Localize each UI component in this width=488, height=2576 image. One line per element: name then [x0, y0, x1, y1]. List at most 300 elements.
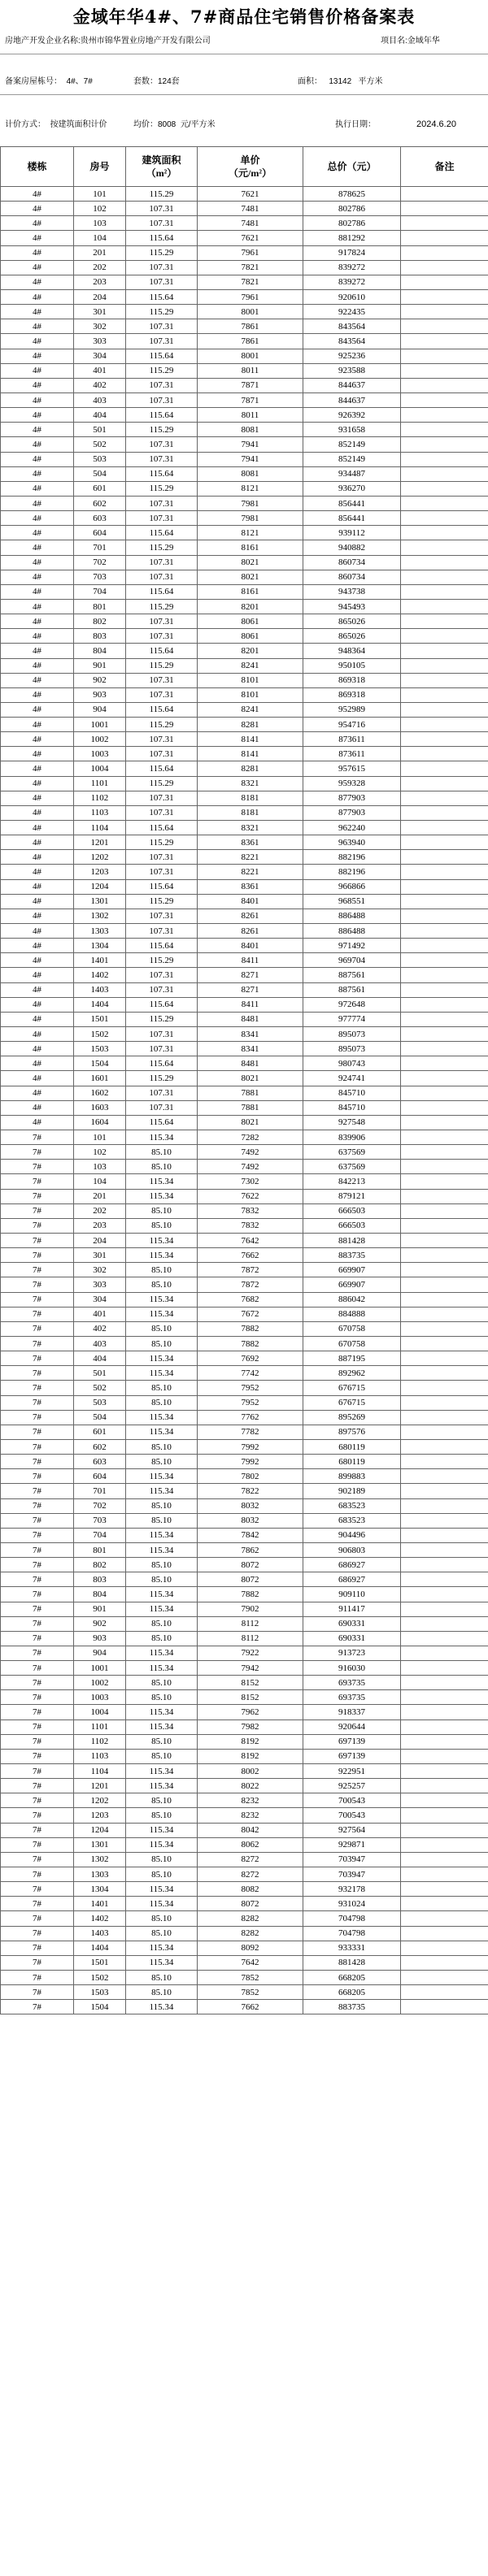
cell-building: 4#	[1, 452, 74, 466]
cell-price: 8241	[198, 658, 303, 673]
table-row	[1, 1425, 488, 1439]
cell-room: 1401	[74, 1897, 126, 1911]
cell-building: 4#	[1, 599, 74, 614]
cell-price: 7941	[198, 452, 303, 466]
cell-total: 943738	[303, 584, 401, 599]
cell-total: 878625	[303, 187, 401, 202]
cell-price: 8261	[198, 909, 303, 923]
cell-area: 107.31	[126, 555, 198, 570]
cell-note	[401, 1558, 488, 1572]
cell-area: 115.29	[126, 305, 198, 319]
cell-price: 7962	[198, 1705, 303, 1720]
cell-room: 1502	[74, 1971, 126, 1985]
cell-area: 115.29	[126, 835, 198, 850]
cell-area: 115.29	[126, 658, 198, 673]
cell-room: 1204	[74, 1823, 126, 1837]
cell-total: 700543	[303, 1793, 401, 1808]
cell-price: 7961	[198, 289, 303, 304]
cell-area: 107.31	[126, 275, 198, 289]
table-row	[1, 821, 488, 835]
cell-note	[401, 1852, 488, 1867]
units-label: 套数：	[133, 77, 158, 86]
cell-room: 602	[74, 496, 126, 510]
cell-price: 7872	[198, 1277, 303, 1292]
cell-building: 4#	[1, 732, 74, 747]
cell-area: 115.34	[126, 1248, 198, 1263]
cell-area: 85.10	[126, 1690, 198, 1705]
cell-price: 8081	[198, 423, 303, 437]
cell-price: 8341	[198, 1027, 303, 1042]
cell-price: 8261	[198, 924, 303, 939]
cell-note	[401, 1410, 488, 1425]
cell-note	[401, 821, 488, 835]
cell-building: 7#	[1, 1145, 74, 1160]
cell-area: 85.10	[126, 1867, 198, 1882]
cell-room: 1202	[74, 1793, 126, 1808]
cell-price: 7282	[198, 1130, 303, 1145]
cell-area: 115.29	[126, 776, 198, 791]
cell-price: 8152	[198, 1690, 303, 1705]
cell-total: 883735	[303, 2000, 401, 2014]
avg-value: 8008	[158, 120, 176, 129]
table-row	[1, 1808, 488, 1823]
cell-building: 4#	[1, 334, 74, 349]
cell-room: 1002	[74, 1676, 126, 1690]
cell-note	[401, 1602, 488, 1616]
cell-note	[401, 1926, 488, 1941]
cell-room: 403	[74, 392, 126, 407]
cell-price: 8281	[198, 718, 303, 732]
cell-total: 924741	[303, 1071, 401, 1086]
cell-building: 4#	[1, 319, 74, 334]
cell-price: 8001	[198, 305, 303, 319]
cell-building: 7#	[1, 1203, 74, 1218]
cell-building: 4#	[1, 231, 74, 245]
cell-area: 85.10	[126, 1971, 198, 1985]
cell-room: 602	[74, 1439, 126, 1454]
cell-price: 7692	[198, 1351, 303, 1366]
cell-room: 904	[74, 702, 126, 717]
cell-note	[401, 1587, 488, 1602]
cell-total: 883735	[303, 1248, 401, 1263]
cell-room: 601	[74, 1425, 126, 1439]
cell-note	[401, 1071, 488, 1086]
cell-room: 1201	[74, 1779, 126, 1793]
table-row	[1, 1115, 488, 1130]
cell-total: 950105	[303, 658, 401, 673]
cell-building: 4#	[1, 584, 74, 599]
cell-area: 85.10	[126, 1321, 198, 1336]
table-row	[1, 349, 488, 363]
cell-building: 4#	[1, 924, 74, 939]
cell-note	[401, 1985, 488, 2000]
cell-building: 7#	[1, 1720, 74, 1734]
cell-building: 7#	[1, 1513, 74, 1528]
cell-total: 968551	[303, 894, 401, 909]
cell-area: 85.10	[126, 1395, 198, 1410]
cell-total: 693735	[303, 1676, 401, 1690]
cell-area: 107.31	[126, 968, 198, 982]
cell-note	[401, 850, 488, 865]
cell-room: 1301	[74, 1837, 126, 1852]
cell-total: 873611	[303, 732, 401, 747]
cell-area: 85.10	[126, 1336, 198, 1351]
date-value: 2024.6.20	[416, 119, 456, 129]
cell-total: 802786	[303, 202, 401, 216]
cell-room: 103	[74, 216, 126, 231]
cell-area: 115.64	[126, 821, 198, 835]
cell-building: 7#	[1, 1646, 74, 1660]
cell-area: 115.34	[126, 1720, 198, 1734]
cell-price: 8061	[198, 614, 303, 629]
cell-building: 4#	[1, 526, 74, 540]
cell-room: 803	[74, 629, 126, 644]
table-row	[1, 1572, 488, 1587]
cell-building: 7#	[1, 1439, 74, 1454]
cell-price: 8161	[198, 540, 303, 555]
cell-note	[401, 408, 488, 423]
cell-price: 8481	[198, 1012, 303, 1026]
cell-price: 7832	[198, 1203, 303, 1218]
cell-total: 873611	[303, 747, 401, 761]
header-note: 备注	[401, 147, 488, 187]
cell-room: 1501	[74, 1012, 126, 1026]
table-row	[1, 909, 488, 923]
cell-room: 1203	[74, 865, 126, 879]
cell-area: 107.31	[126, 334, 198, 349]
table-row	[1, 481, 488, 496]
cell-room: 802	[74, 1558, 126, 1572]
cell-area: 115.29	[126, 953, 198, 968]
cell-price: 8022	[198, 1779, 303, 1793]
area-label: 面积：	[298, 77, 322, 86]
cell-room: 1302	[74, 909, 126, 923]
cell-room: 1404	[74, 997, 126, 1012]
cell-note	[401, 1366, 488, 1381]
table-row	[1, 997, 488, 1012]
cell-total: 666503	[303, 1203, 401, 1218]
project-label: 项目名:	[381, 37, 407, 46]
cell-total: 845710	[303, 1086, 401, 1100]
cell-total: 690331	[303, 1616, 401, 1631]
cell-price: 7762	[198, 1410, 303, 1425]
cell-price: 8032	[198, 1513, 303, 1528]
cell-note	[401, 1734, 488, 1749]
cell-room: 1504	[74, 1056, 126, 1071]
cell-area: 115.34	[126, 1366, 198, 1381]
cell-total: 680119	[303, 1455, 401, 1469]
table-row	[1, 982, 488, 997]
cell-building: 4#	[1, 437, 74, 452]
cell-price: 8321	[198, 776, 303, 791]
cell-note	[401, 1631, 488, 1646]
table-row	[1, 1897, 488, 1911]
cell-note	[401, 555, 488, 570]
header-price	[198, 147, 303, 187]
cell-total: 882196	[303, 865, 401, 879]
cell-price: 7682	[198, 1292, 303, 1307]
cell-note	[401, 599, 488, 614]
cell-price: 8072	[198, 1572, 303, 1587]
cell-room: 303	[74, 1277, 126, 1292]
cell-building: 4#	[1, 363, 74, 378]
cell-room: 1003	[74, 1690, 126, 1705]
cell-area: 107.31	[126, 319, 198, 334]
cell-area: 115.34	[126, 1292, 198, 1307]
cell-price: 8002	[198, 1764, 303, 1779]
cell-building: 4#	[1, 511, 74, 526]
cell-note	[401, 1676, 488, 1690]
table-row	[1, 1233, 488, 1247]
cell-price: 7492	[198, 1160, 303, 1174]
table-row	[1, 1852, 488, 1867]
cell-total: 929871	[303, 1837, 401, 1852]
cell-area: 107.31	[126, 909, 198, 923]
cell-price: 7871	[198, 392, 303, 407]
table-row	[1, 732, 488, 747]
cell-note	[401, 378, 488, 392]
cell-area: 115.64	[126, 289, 198, 304]
date-label: 执行日期：	[335, 120, 376, 129]
cell-price: 7642	[198, 1233, 303, 1247]
table-row	[1, 776, 488, 791]
cell-room: 903	[74, 1631, 126, 1646]
cell-total: 884888	[303, 1307, 401, 1321]
cell-building: 4#	[1, 939, 74, 953]
cell-price: 8021	[198, 1071, 303, 1086]
cell-building: 4#	[1, 702, 74, 717]
area-value: 13142	[329, 77, 352, 86]
table-row	[1, 599, 488, 614]
cell-note	[401, 1616, 488, 1631]
cell-building: 4#	[1, 850, 74, 865]
cell-note	[401, 202, 488, 216]
cell-area: 115.64	[126, 526, 198, 540]
cell-room: 704	[74, 584, 126, 599]
cell-price: 7852	[198, 1985, 303, 2000]
cell-price: 8092	[198, 1941, 303, 1955]
building-label: 备案房屋栋号：	[5, 77, 62, 86]
cell-area: 107.31	[126, 791, 198, 805]
cell-note	[401, 392, 488, 407]
cell-area: 107.31	[126, 437, 198, 452]
cell-price: 8141	[198, 732, 303, 747]
cell-note	[401, 1705, 488, 1720]
cell-area: 85.10	[126, 1513, 198, 1528]
cell-room: 1104	[74, 821, 126, 835]
cell-total: 895073	[303, 1042, 401, 1056]
table-row	[1, 879, 488, 894]
cell-building: 7#	[1, 1130, 74, 1145]
developer-row	[5, 36, 211, 47]
cell-price: 7871	[198, 378, 303, 392]
cell-price: 7882	[198, 1336, 303, 1351]
cell-price: 7662	[198, 1248, 303, 1263]
price-table	[0, 146, 488, 2014]
cell-building: 4#	[1, 1056, 74, 1071]
table-row	[1, 865, 488, 879]
cell-price: 8161	[198, 584, 303, 599]
table-body	[1, 187, 488, 2014]
cell-note	[401, 953, 488, 968]
cell-total: 856441	[303, 511, 401, 526]
cell-note	[401, 496, 488, 510]
table-row	[1, 1867, 488, 1882]
table-row	[1, 1321, 488, 1336]
cell-room: 904	[74, 1646, 126, 1660]
cell-price: 8241	[198, 702, 303, 717]
table-row	[1, 1764, 488, 1779]
cell-building: 7#	[1, 1631, 74, 1646]
table-row	[1, 1941, 488, 1955]
cell-room: 1002	[74, 732, 126, 747]
cell-total: 922435	[303, 305, 401, 319]
cell-building: 7#	[1, 1174, 74, 1189]
table-row	[1, 555, 488, 570]
cell-room: 1003	[74, 747, 126, 761]
table-row	[1, 216, 488, 231]
table-row	[1, 202, 488, 216]
cell-total: 886488	[303, 924, 401, 939]
cell-room: 104	[74, 231, 126, 245]
cell-area: 115.34	[126, 1897, 198, 1911]
cell-room: 1304	[74, 939, 126, 953]
table-row	[1, 1100, 488, 1115]
cell-note	[401, 289, 488, 304]
cell-area: 115.64	[126, 1115, 198, 1130]
cell-note	[401, 924, 488, 939]
table-row	[1, 392, 488, 407]
cell-room: 801	[74, 599, 126, 614]
cell-area: 85.10	[126, 1455, 198, 1469]
cell-room: 102	[74, 202, 126, 216]
cell-building: 7#	[1, 1837, 74, 1852]
cell-room: 902	[74, 673, 126, 687]
cell-note	[401, 1484, 488, 1498]
cell-room: 902	[74, 1616, 126, 1631]
table-row	[1, 540, 488, 555]
cell-note	[401, 939, 488, 953]
cell-building: 4#	[1, 879, 74, 894]
table-row	[1, 1203, 488, 1218]
cell-room: 1304	[74, 1882, 126, 1897]
header-price-text: 单价 （元/m²）	[229, 154, 272, 179]
cell-note	[401, 1837, 488, 1852]
cell-room: 101	[74, 187, 126, 202]
cell-price: 8272	[198, 1852, 303, 1867]
cell-room: 1604	[74, 1115, 126, 1130]
cell-total: 845710	[303, 1100, 401, 1115]
cell-building: 4#	[1, 216, 74, 231]
cell-room: 1502	[74, 1027, 126, 1042]
cell-building: 7#	[1, 1779, 74, 1793]
cell-total: 802786	[303, 216, 401, 231]
cell-room: 603	[74, 1455, 126, 1469]
table-row	[1, 1971, 488, 1985]
cell-note	[401, 1439, 488, 1454]
cell-note	[401, 879, 488, 894]
cell-price: 8021	[198, 555, 303, 570]
cell-room: 201	[74, 1189, 126, 1203]
cell-total: 925257	[303, 1779, 401, 1793]
cell-price: 7981	[198, 496, 303, 510]
cell-note	[401, 644, 488, 658]
cell-note	[401, 1542, 488, 1557]
cell-note	[401, 1233, 488, 1247]
cell-building: 4#	[1, 423, 74, 437]
cell-note	[401, 1882, 488, 1897]
cell-building: 4#	[1, 289, 74, 304]
cell-price: 7952	[198, 1395, 303, 1410]
cell-area: 107.31	[126, 1027, 198, 1042]
units-value: 124套	[158, 77, 180, 86]
cell-area: 85.10	[126, 1676, 198, 1690]
table-row	[1, 584, 488, 599]
cell-building: 7#	[1, 1734, 74, 1749]
cell-price: 8021	[198, 570, 303, 584]
cell-building: 7#	[1, 1572, 74, 1587]
cell-area: 115.34	[126, 1705, 198, 1720]
cell-note	[401, 1100, 488, 1115]
cell-building: 4#	[1, 747, 74, 761]
cell-room: 703	[74, 570, 126, 584]
table-row	[1, 363, 488, 378]
header-room: 房号	[74, 147, 126, 187]
cell-room: 1302	[74, 1852, 126, 1867]
table-row	[1, 452, 488, 466]
cell-building: 4#	[1, 1115, 74, 1130]
cell-total: 897576	[303, 1425, 401, 1439]
cell-building: 4#	[1, 687, 74, 702]
cell-price: 7942	[198, 1661, 303, 1676]
cell-building: 7#	[1, 1926, 74, 1941]
cell-building: 4#	[1, 953, 74, 968]
cell-area: 115.34	[126, 1528, 198, 1542]
cell-area: 107.31	[126, 496, 198, 510]
cell-building: 7#	[1, 1263, 74, 1277]
cell-price: 8181	[198, 805, 303, 820]
project-row	[381, 36, 440, 47]
cell-room: 1202	[74, 850, 126, 865]
table-header-row	[1, 147, 488, 187]
cell-note	[401, 1263, 488, 1277]
cell-note	[401, 1528, 488, 1542]
cell-total: 637569	[303, 1160, 401, 1174]
cell-total: 931024	[303, 1897, 401, 1911]
cell-total: 913723	[303, 1646, 401, 1660]
cell-building: 4#	[1, 1100, 74, 1115]
cell-note	[401, 1572, 488, 1587]
cell-total: 972648	[303, 997, 401, 1012]
cell-room: 1201	[74, 835, 126, 850]
cell-price: 8282	[198, 1911, 303, 1926]
cell-note	[401, 702, 488, 717]
cell-building: 4#	[1, 909, 74, 923]
cell-room: 1203	[74, 1808, 126, 1823]
cell-price: 8121	[198, 481, 303, 496]
table-row	[1, 1056, 488, 1071]
cell-total: 917824	[303, 245, 401, 260]
method-value: 按建筑面积计价	[50, 120, 107, 129]
cell-building: 7#	[1, 1425, 74, 1439]
cell-note	[401, 1381, 488, 1395]
cell-room: 303	[74, 334, 126, 349]
cell-room: 1001	[74, 718, 126, 732]
cell-total: 670758	[303, 1336, 401, 1351]
cell-note	[401, 1056, 488, 1071]
table-row	[1, 1071, 488, 1086]
cell-note	[401, 1646, 488, 1660]
